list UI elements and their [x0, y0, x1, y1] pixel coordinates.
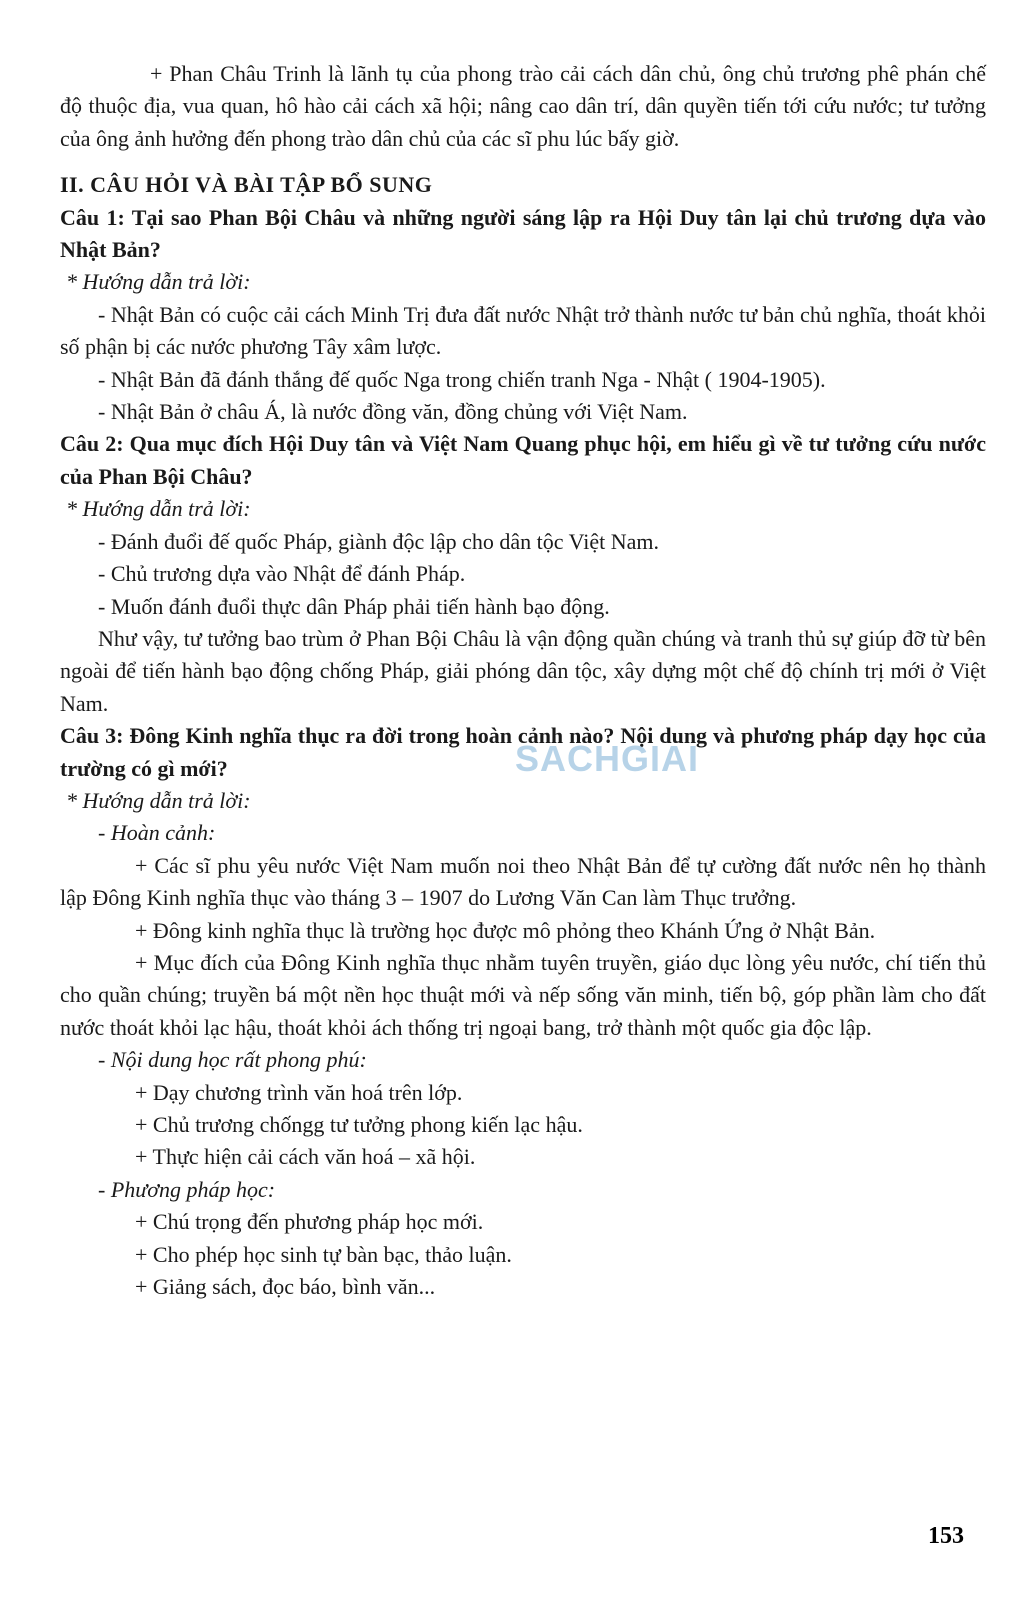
watermark-logo: SACHGIAI	[515, 738, 700, 779]
q2-conclusion: Như vậy, tư tưởng bao trùm ở Phan Bội Châu là vận động quần chúng và tranh thủ sự giúp đỡ từ bên ngoài để tiến hành bạo động chống Pháp, giải phóng dân tộc, xây dựng một chế độ chính trị mới ở Việt Nam.	[60, 625, 986, 716]
q2-answer-1: - Đánh đuổi đế quốc Pháp, giành độc lập cho dân tộc Việt Nam.	[98, 528, 659, 554]
q2-guide-label: * Hướng dẫn trả lời:	[66, 496, 251, 522]
q3-method-1: + Chú trọng đến phương pháp học mới.	[135, 1209, 484, 1235]
q2-answer-3: - Muốn đánh đuổi thực dân Pháp phải tiến hành bạo động.	[98, 593, 610, 619]
q3-context-3: + Mục đích của Đông Kinh nghĩa thục nhằm tuyên truyền, giáo dục lòng yêu nước, chí tiến thủ cho quần chúng; truyền bá một nền học thuật mới và nếp sống văn minh, tiến bộ, góp phần làm cho đất nước thoát khỏi lạc hậu, thoát khỏi ách thống trị ngoại bang, trở thành một quốc gia độc lập.	[60, 949, 986, 1040]
q3-method-2: + Cho phép học sinh tự bàn bạc, thảo luận.	[135, 1241, 512, 1267]
q3-content-label: - Nội dung học rất phong phú:	[98, 1047, 367, 1073]
section-title: II. CÂU HỎI VÀ BÀI TẬP BỔ SUNG	[60, 172, 433, 198]
question-2: Câu 2: Qua mục đích Hội Duy tân và Việt Nam Quang phục hội, em hiểu gì về tư tưởng cứu nước của Phan Bội Châu?	[60, 431, 986, 489]
question-3: Câu 3: Đông Kinh nghĩa thục ra đời trong hoàn cảnh nào? Nội dung và phương pháp dạy học của trường có gì mới?	[60, 723, 986, 781]
question-1: Câu 1: Tại sao Phan Bội Châu và những người sáng lập ra Hội Duy tân lại chủ trương dựa vào Nhật Bản?	[60, 204, 986, 263]
page-number: 153	[928, 1523, 964, 1549]
q3-content-2: + Chủ trương chốngg tư tưởng phong kiến lạc hậu.	[135, 1112, 583, 1137]
q2-answer-2: - Chủ trương dựa vào Nhật để đánh Pháp.	[98, 561, 466, 587]
q3-content-1: + Dạy chương trình văn hoá trên lớp.	[135, 1079, 463, 1105]
q3-method-3: + Giảng sách, đọc báo, bình văn...	[135, 1274, 436, 1300]
q1-guide-label: * Hướng dẫn trả lời:	[66, 269, 251, 295]
q1-answer-1: - Nhật Bản có cuộc cải cách Minh Trị đưa đất nước Nhật trở thành nước tư bản chủ nghĩa, thoát khỏi số phận bị các nước phương Tây xâm lược.	[60, 301, 986, 360]
q1-answer-2: - Nhật Bản đã đánh thắng đế quốc Nga trong chiến tranh Nga - Nhật ( 1904-1905).	[98, 366, 826, 392]
q3-content-3: + Thực hiện cải cách văn hoá – xã hội.	[135, 1144, 476, 1170]
q3-context-1: + Các sĩ phu yêu nước Việt Nam muốn noi theo Nhật Bản để tự cường đất nước nên họ thành lập Đông Kinh nghĩa thục vào tháng 3 – 1907 do Lương Văn Can làm Thục trưởng.	[60, 852, 986, 911]
q1-answer-3: - Nhật Bản ở châu Á, là nước đồng văn, đồng chủng với Việt Nam.	[98, 399, 688, 425]
q3-method-label: - Phương pháp học:	[98, 1176, 276, 1202]
q3-context-2: + Đông kinh nghĩa thục là trường học được mô phỏng theo Khánh Ứng ở Nhật Bản.	[135, 917, 876, 943]
intro-paragraph: + Phan Châu Trinh là lãnh tụ của phong trào cải cách dân chủ, ông chủ trương phê phán chế độ thuộc địa, vua quan, hô hào cải cách xã hội; nâng cao dân trí, dân quyền tiến tới cứu nước; tư tưởng của ông ảnh hưởng đến phong trào dân chủ của các sĩ phu lúc bấy giờ.	[60, 61, 986, 151]
q3-context-label: - Hoàn cảnh:	[98, 820, 216, 846]
q3-guide-label: * Hướng dẫn trả lời:	[66, 787, 251, 813]
